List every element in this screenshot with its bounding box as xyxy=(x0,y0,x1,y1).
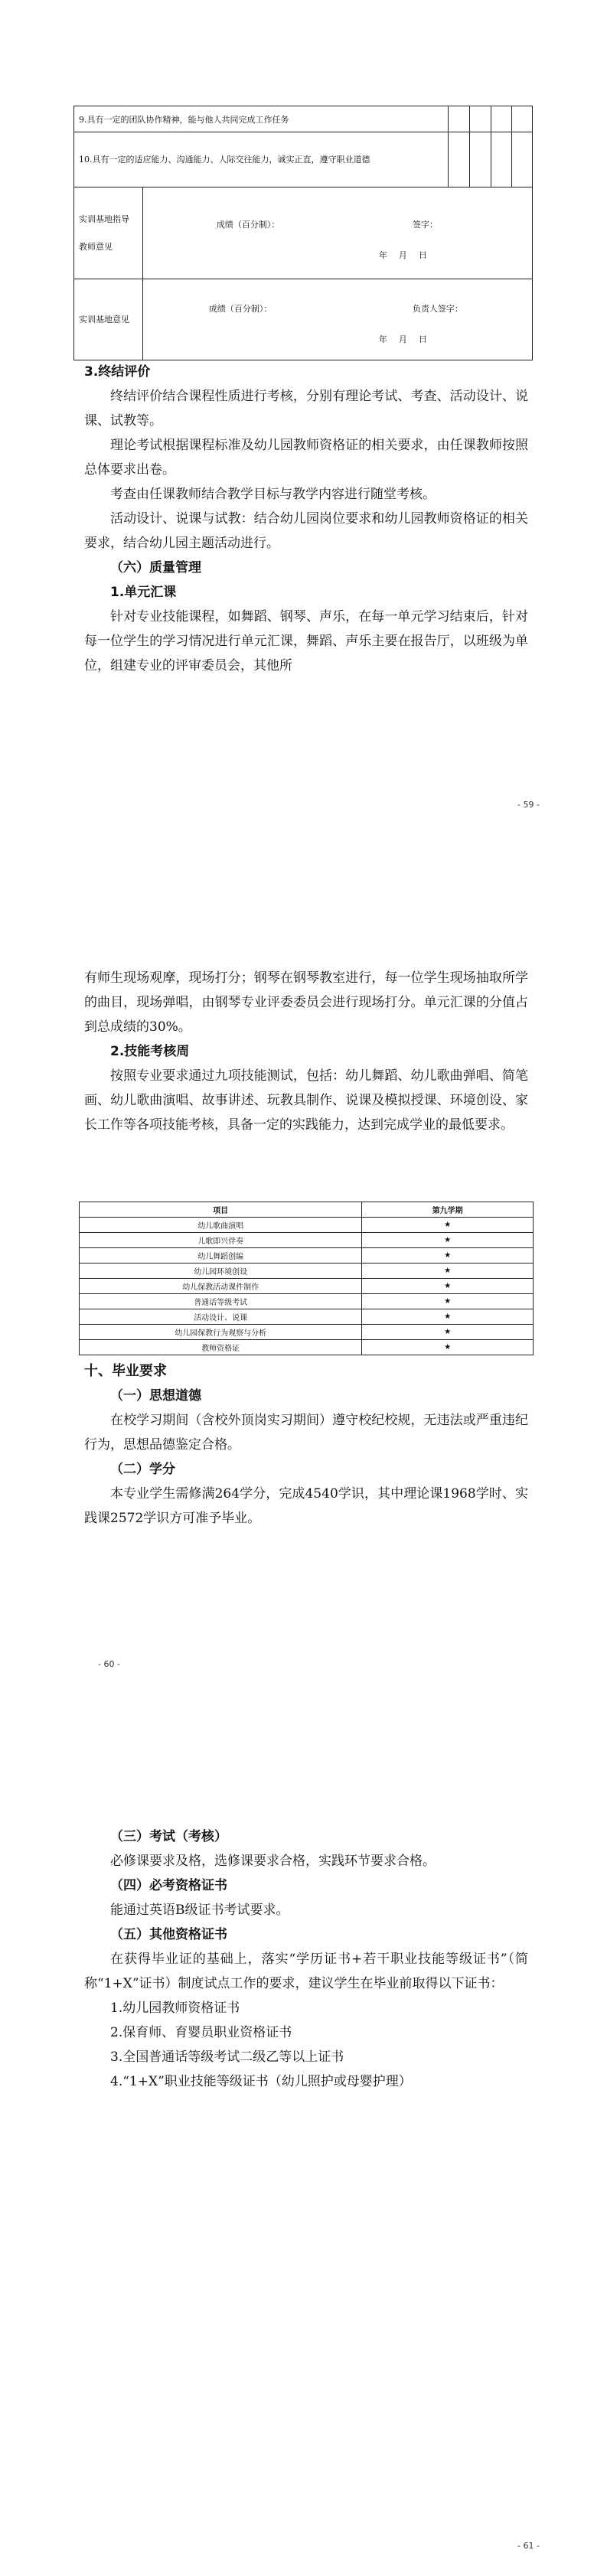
section-heading: （五）其他资格证书 xyxy=(110,1927,227,1942)
paragraph: 在校学习期间（含校外顶岗实习期间）遵守校纪校规，无违法或严重违纪行为，思想品德鉴定合格。 xyxy=(84,1413,528,1453)
skills-assessment-table xyxy=(79,1202,534,1355)
table-row xyxy=(80,1340,534,1355)
paragraph: 终结评价结合课程性质进行考核，分别有理论考试、考查、活动设计、说课、试教等。 xyxy=(84,389,528,429)
sign-row-label: 实训基地指导教师意见 xyxy=(74,187,143,279)
section-heading: 2.技能考核周 xyxy=(110,1044,190,1059)
skill-item: 教师资格证 xyxy=(80,1340,362,1355)
paragraph: 有师生现场观摩，现场打分；钢琴在钢琴教室进行，每一位学生现场抽取所学的曲目，现场弹唱，由钢琴专业评委委员会进行现场打分。单元汇课的分值占到总成绩的30%。 xyxy=(84,970,528,1035)
paragraph: 必修课要求及格，选修课要求合格，实践环节要求合格。 xyxy=(110,1854,436,1869)
eval-item: 10.具有一定的适应能力、沟通能力、人际交往能力，诚实正直，遵守职业道德 xyxy=(74,132,449,187)
table-row xyxy=(74,132,533,187)
paragraph: 在获得毕业证的基础上，落实“学历证书+若干职业技能等级证书”（简称“1+X”证书）制度试点工作的要求，建议学生在毕业前取得以下证书： xyxy=(84,1952,528,1991)
section-heading: （三）考试（考核） xyxy=(110,1829,227,1844)
page-59 xyxy=(0,0,607,859)
table-header-row xyxy=(80,1202,534,1218)
paragraph: 考查由任课教师结合教学目标与教学内容进行随堂考核。 xyxy=(110,487,436,502)
section-heading: 3.终结评价 xyxy=(84,364,151,380)
section-heading: （二）学分 xyxy=(110,1462,175,1477)
table-row xyxy=(80,1325,534,1340)
eval-item: 9.具有一定的团队协作精神，能与他人共同完成工作任务 xyxy=(74,106,449,132)
table-row xyxy=(74,106,533,132)
star-icon: ★ xyxy=(362,1248,534,1264)
signature-label: 签字： xyxy=(412,220,438,230)
skill-item: 幼儿保教活动课件制作 xyxy=(80,1279,362,1294)
star-icon: ★ xyxy=(362,1264,534,1279)
date-label: 年 月 日 xyxy=(378,250,429,260)
star-icon: ★ xyxy=(362,1309,534,1325)
table-row xyxy=(80,1279,534,1294)
star-icon: ★ xyxy=(362,1233,534,1248)
page-number: - 59 - xyxy=(517,800,540,810)
skill-item: 幼儿舞蹈创编 xyxy=(80,1248,362,1264)
cert-item: 2.保育师、育婴员职业资格证书 xyxy=(110,2025,292,2040)
table-row xyxy=(80,1309,534,1325)
page-number: - 61 - xyxy=(517,2541,540,2551)
section-heading: 十、毕业要求 xyxy=(84,1363,167,1379)
skill-item: 幼儿歌曲演唱 xyxy=(80,1218,362,1233)
table-row xyxy=(80,1218,534,1233)
table-row xyxy=(80,1233,534,1248)
column-header-item: 项目 xyxy=(80,1202,362,1218)
paragraph: 理论考试根据课程标准及幼儿园教师资格证的相关要求，由任课教师按照总体要求出卷。 xyxy=(84,438,528,478)
section-heading: （一）思想道德 xyxy=(110,1388,201,1404)
table-row xyxy=(80,1264,534,1279)
star-icon: ★ xyxy=(362,1325,534,1340)
cert-item: 1.幼儿园教师资格证书 xyxy=(110,2000,240,2016)
paragraph: 活动设计、说课与试教：结合幼儿园岗位要求和幼儿园教师资格证的相关要求，结合幼儿园主题活动进行。 xyxy=(84,511,528,551)
practice-evaluation-table xyxy=(73,106,533,360)
star-icon: ★ xyxy=(362,1218,534,1233)
paragraph: 按照专业要求通过九项技能测试，包括：幼儿舞蹈、幼儿歌曲弹唱、简笔画、幼儿歌曲演唱、故事讲述、玩教具制作、说课及模拟授课、环境创设、家长工作等各项技能考核，具备一定的实践能力，达到完成学业的最低要求。 xyxy=(84,1068,528,1133)
table-row xyxy=(80,1294,534,1309)
score-label: 成绩（百分制）： xyxy=(216,220,280,230)
section-heading: 1.单元汇课 xyxy=(110,585,177,600)
cert-item: 4.“1+X”职业技能等级证书（幼儿照护或母婴护理） xyxy=(110,2074,412,2089)
page-60 xyxy=(0,859,607,1717)
date-label: 年 月 日 xyxy=(378,334,429,344)
section-heading: （六）质量管理 xyxy=(110,560,201,576)
signature-label: 负责人签字： xyxy=(412,304,463,314)
skill-item: 活动设计、说课 xyxy=(80,1309,362,1325)
sign-row-label: 实训基地意见 xyxy=(74,279,143,360)
page-number: - 60 - xyxy=(98,1659,120,1669)
table-row xyxy=(74,187,533,279)
column-header-term: 第九学期 xyxy=(362,1202,534,1218)
paragraph: 能通过英语B级证书考试要求。 xyxy=(110,1903,289,1918)
star-icon: ★ xyxy=(362,1279,534,1294)
score-label: 成绩（百分制）： xyxy=(208,304,272,314)
skill-item: 儿歌即兴伴奏 xyxy=(80,1233,362,1248)
skill-item: 幼儿园保教行为观察与分析 xyxy=(80,1325,362,1340)
table-row xyxy=(80,1248,534,1264)
section-heading: （四）必考资格证书 xyxy=(110,1878,227,1893)
star-icon: ★ xyxy=(362,1294,534,1309)
page-61 xyxy=(0,1717,607,2576)
skill-item: 普通话等级考试 xyxy=(80,1294,362,1309)
paragraph: 针对专业技能课程，如舞蹈、钢琴、声乐，在每一单元学习结束后，针对每一位学生的学习情况进行单元汇课，舞蹈、声乐主要在报告厅，以班级为单位，组建专业的评审委员会，其他所 xyxy=(84,609,528,673)
star-icon: ★ xyxy=(362,1340,534,1355)
paragraph: 本专业学生需修满264学分，完成4540学识，其中理论课1968学时、实践课2572学识方可准予毕业。 xyxy=(84,1486,528,1526)
skill-item: 幼儿园环境创设 xyxy=(80,1264,362,1279)
table-row xyxy=(74,279,533,360)
cert-item: 3.全国普通话等级考试二级乙等以上证书 xyxy=(110,2049,344,2065)
